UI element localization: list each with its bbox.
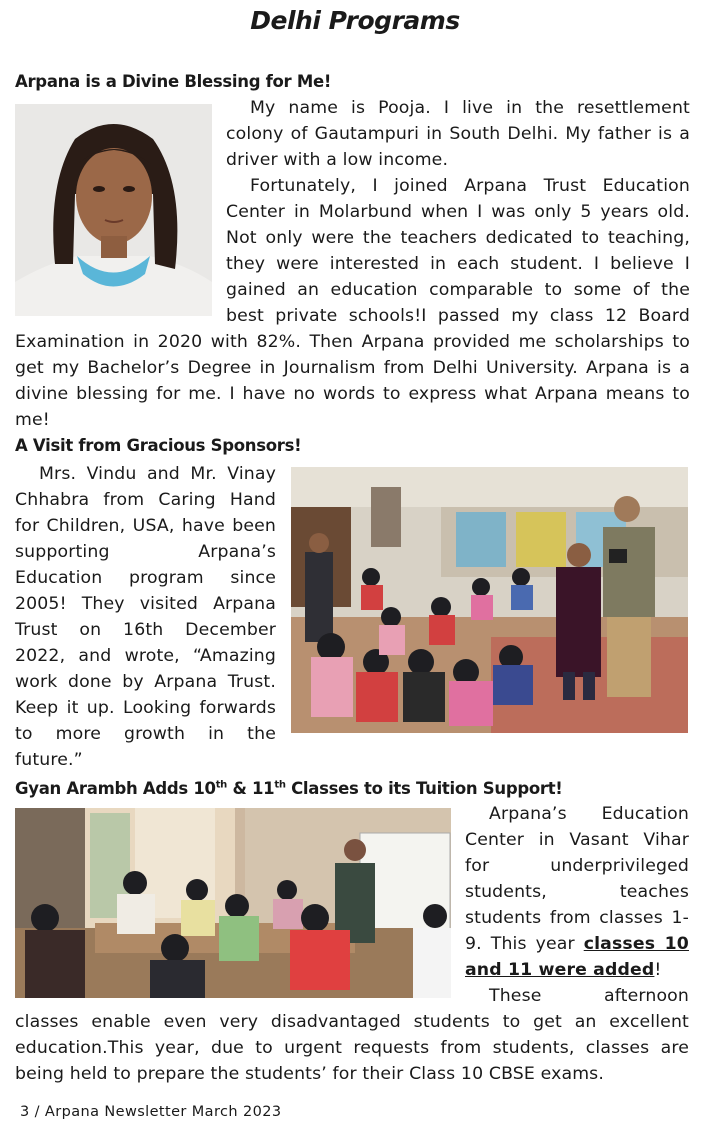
paragraph: Fortunately, I joined Arpana Trust Education Center in Molarbund when I was only 5 years old. Not only were the teachers dedicated to teaching, they were interested in each student. I believe I gained an education comparable to some of the best private schools!I passed my class 12 Board Examination in 2020 with 82%. Then Arpana provided me scholarships to get my Bachelor’s Degree in Journalism from Delhi University. Arpana is a divine blessing for me. I have no words to express what Arpana means to me! <box>15 176 690 430</box>
heading-superscript: th <box>215 779 227 791</box>
heading-superscript: th <box>274 779 286 791</box>
section-body-divine-blessing <box>15 95 690 433</box>
heading-text: Classes to its Tuition Support! <box>285 779 563 798</box>
section-heading-divine-blessing: Arpana is a Divine Blessing for Me! <box>15 72 332 91</box>
highlight-text: classes 10 and 11 were added <box>465 934 689 980</box>
section-heading-sponsors: A Visit from Gracious Sponsors! <box>15 436 302 455</box>
heading-text: Gyan Arambh Adds 10 <box>15 779 216 798</box>
paragraph: These afternoon classes enable even very disadvantaged students to get an excellent education.This year, due to urgent requests from students, classes are being held to prepare the students’ for their Class 10 CBSE exams. <box>15 986 689 1084</box>
page-footer: 3 / Arpana Newsletter March 2023 <box>20 1104 282 1120</box>
heading-text: & 11 <box>227 779 275 798</box>
paragraph-text: Arpana’s Education Center in Vasant Vihar for underprivileged students, teaches students from classes 1-9. This year <box>465 804 689 954</box>
sponsors-visit-photo <box>291 467 688 733</box>
paragraph: My name is Pooja. I live in the resettlement colony of Gautampuri in South Delhi. My father is a driver with a low income. <box>226 98 690 170</box>
paragraph-text: ! <box>654 960 662 980</box>
page-title: Delhi Programs <box>250 6 460 35</box>
section-heading-gyan-arambh <box>15 779 563 798</box>
paragraph: Mrs. Vindu and Mr. Vinay Chhabra from Caring Hand for Children, USA, have been supporting Arpana’s Education program since 2005! They visited Arpana Trust on 16th December 2022, and wrote, “Amazing work done by Arpana Trust. Keep it up. Looking forwards to more growth in the future.” <box>15 464 276 770</box>
section-body-sponsors <box>15 461 276 773</box>
classroom-photo <box>15 808 451 998</box>
portrait-photo-pooja <box>15 104 212 316</box>
section-body-gyan-arambh <box>15 801 689 1087</box>
